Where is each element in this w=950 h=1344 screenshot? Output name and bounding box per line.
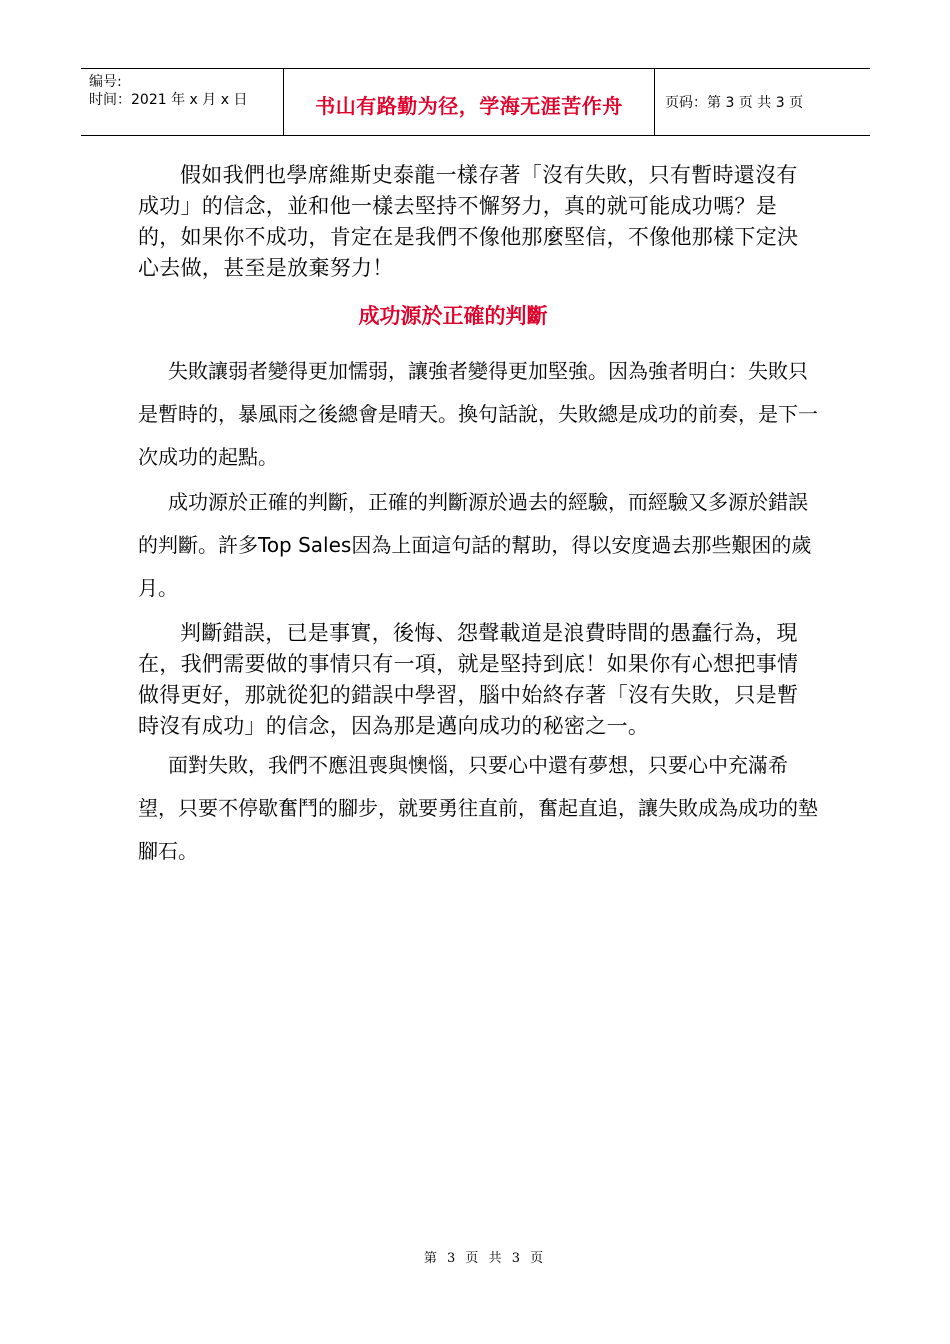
- paragraph-3: [138, 481, 818, 610]
- paragraph-3-text-a: 成功源於正確的判斷，正確的判斷源於過去的經驗，而經驗又多源於錯誤的判斷。許多: [138, 490, 808, 557]
- paragraph-3-text-b: 因為上面這句話的幫助，得以安度過去那些艱困的歲月。: [138, 533, 812, 600]
- paragraph-5: 面對失敗，我們不應沮喪與懊惱，只要心中還有夢想，只要心中充滿希望，只要不停歇奮鬥的腳步，就要勇往直前，奮起直追，讓失敗成為成功的墊腳石。: [138, 753, 818, 863]
- header-motto: 书山有路勤为径，学海无涯苦作舟: [283, 69, 655, 135]
- header-page-label: 页码：第 3 页 共 3 页: [665, 95, 804, 111]
- page-footer: 第 3 页 共 3 页: [423, 1251, 547, 1266]
- section-title: 成功源於正確的判斷: [358, 304, 548, 328]
- header-number-label: 编号:: [89, 74, 122, 90]
- header-time-label: 时间：2021 年 x 月 x 日: [89, 92, 248, 108]
- document-header: [81, 68, 870, 136]
- header-meta: [81, 69, 283, 135]
- paragraph-4: 判斷錯誤，已是事實，後悔、怨聲載道是浪費時間的愚蠢行為，現在，我們需要做的事情只有一項，就是堅持到底！如果你有心想把事情做得更好，那就從犯的錯誤中學習，腦中始終存著「沒有失敗，只是暫時沒有成功」的信念，因為那是邁向成功的秘密之一。: [138, 621, 799, 738]
- paragraph-3-latin: Top Sales: [258, 533, 352, 557]
- paragraph-2: 失敗讓弱者變得更加懦弱，讓強者變得更加堅強。因為強者明白：失敗只是暫時的，暴風雨之後總會是晴天。換句話說，失敗總是成功的前奏，是下一次成功的起點。: [138, 359, 818, 469]
- paragraph-1: 假如我們也學席維斯史泰龍一樣存著「沒有失敗，只有暫時還沒有成功」的信念，並和他一樣去堅持不懈努力，真的就可能成功嗎？是的，如果你不成功，肯定在是我們不像他那麼堅信，不像他那樣下定決心去做，甚至是放棄努力！: [138, 163, 799, 280]
- document-body: [138, 160, 818, 873]
